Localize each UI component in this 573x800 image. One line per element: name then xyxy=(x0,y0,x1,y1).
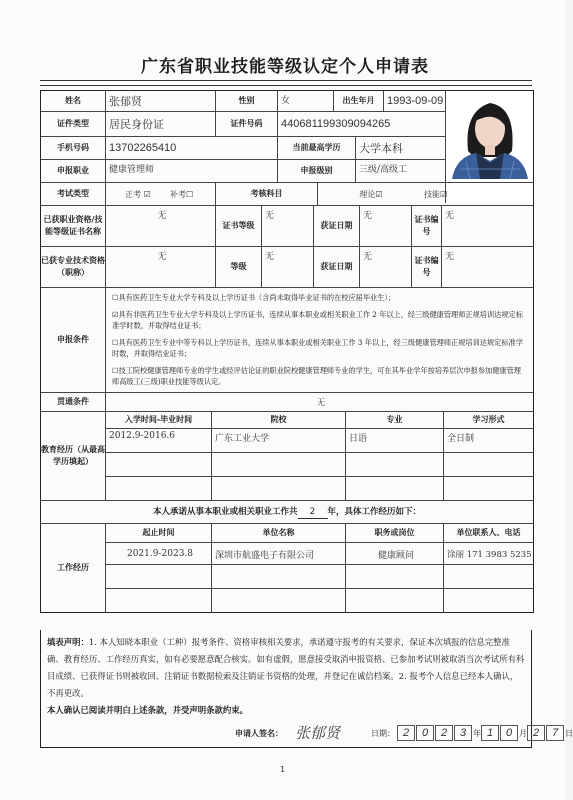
edu-col-header: 院校 xyxy=(211,412,345,428)
edu-cell: 全日制 xyxy=(443,429,533,453)
application-form xyxy=(40,90,534,613)
date-digit[interactable]: 2 xyxy=(397,725,415,741)
row-conditions xyxy=(41,287,533,392)
date-digit[interactable]: 3 xyxy=(454,725,472,741)
work-col-header: 职务或岗位 xyxy=(345,524,443,542)
prior-qual-date-label: 获证日期 xyxy=(313,206,359,246)
prior-tech-label: 已获专业技术资格（职称） xyxy=(41,256,105,277)
occupation-label: 申报职业 xyxy=(57,166,89,175)
cert-no-value: 440681199309094265 xyxy=(277,112,445,136)
year-unit: 年 xyxy=(473,729,481,738)
date-digit[interactable]: 7 xyxy=(546,725,564,741)
work-cell xyxy=(211,565,345,589)
condition-item[interactable]: ☐具有医药卫生专业中等专科以上学历证书，连续从事本职业或相关职业工作 3 年以上，经三级健康管理师正规培训达规定标准学时数，并取得结业证书； xyxy=(112,337,523,359)
table-row xyxy=(105,542,533,565)
edu-cell xyxy=(105,453,211,477)
prior-tech-level-label: 等级 xyxy=(215,247,261,287)
education-table xyxy=(105,412,533,500)
through-label: 贯通条件 xyxy=(57,397,89,406)
skill-option[interactable]: 技能☑ xyxy=(424,189,448,199)
edu-cell xyxy=(211,477,345,501)
table-row xyxy=(105,428,533,453)
page-number: 1 xyxy=(279,765,286,774)
work-cell xyxy=(345,565,443,589)
work-promise-prefix: 本人承诺从事本职业或相关职业工作共 xyxy=(152,507,298,517)
birth-value: 1993-09-09 xyxy=(383,91,445,111)
month-unit: 月 xyxy=(519,729,527,738)
work-years: 2 xyxy=(298,506,328,519)
work-header xyxy=(105,524,533,542)
date-digit[interactable]: 0 xyxy=(416,725,434,741)
condition-item[interactable]: ☐技工院校健康管理师专业的学生或经评估论证的职业院校健康管理师专业的学生，可在其毕业学年按培养层次申报参加健康管理师高级工(三级)职业技能等级认定。 xyxy=(112,365,521,387)
edu-cell: 日语 xyxy=(345,429,443,453)
edu-cell: 广东工业大学 xyxy=(211,429,345,453)
row-work-history xyxy=(41,523,533,612)
work-cell xyxy=(345,589,443,613)
cert-type-value: 居民身份证 xyxy=(105,112,215,136)
cert-no-label: 证件号码 xyxy=(215,112,277,136)
condition-item[interactable]: ☐具有医药卫生专业大学专科及以上学历证书（含尚未取得毕业证书的在校应届毕业生）； xyxy=(112,293,396,303)
edu-cell xyxy=(345,453,443,477)
declaration-confirm: 本人确认已阅读并明白上述条款，并受声明条款约束。 xyxy=(47,705,248,715)
table-row xyxy=(105,564,533,589)
work-col-header: 单位名称 xyxy=(211,524,345,542)
edu-cell: 2012.9-2016.6 xyxy=(105,429,211,453)
sign-label: 申请人签名： xyxy=(235,729,283,738)
declaration-text xyxy=(47,634,525,702)
exam-type-label: 考试类型 xyxy=(57,189,89,198)
edu-value: 大学本科 xyxy=(355,137,445,159)
level-label: 申报级别 xyxy=(277,160,355,182)
edu-cell xyxy=(443,477,533,501)
birth-label: 出生年月 xyxy=(333,91,383,111)
phone-label: 手机号码 xyxy=(57,143,89,152)
row-work-promise xyxy=(41,500,533,523)
row-through xyxy=(41,392,533,411)
prior-qual-value: 无 xyxy=(105,206,215,246)
date-label: 日期： xyxy=(371,729,395,738)
phone-value: 13702265410 xyxy=(105,137,277,159)
exam-normal-option[interactable]: 正考 ☑ xyxy=(105,183,167,205)
title-divider xyxy=(40,80,532,86)
work-cell xyxy=(443,589,533,613)
prior-tech-date-value: 无 xyxy=(359,247,411,287)
prior-tech-level-value: 无 xyxy=(261,247,313,287)
work-cell xyxy=(105,589,211,613)
work-col-header: 单位联系人、电话 xyxy=(443,524,533,542)
gender-label: 性别 xyxy=(215,91,277,111)
exam-subject-label: 考核科目 xyxy=(215,183,317,205)
edu-cell xyxy=(443,453,533,477)
work-cell xyxy=(105,565,211,589)
portrait-image xyxy=(446,91,533,179)
prior-tech-date-label: 获证日期 xyxy=(313,247,359,287)
edu-col-header: 学习形式 xyxy=(443,412,533,428)
work-col-header: 起止时间 xyxy=(105,524,211,542)
work-cell xyxy=(443,565,533,589)
row-education xyxy=(41,411,533,500)
theory-option[interactable]: 理论☑ xyxy=(317,183,421,205)
edu-cell xyxy=(211,453,345,477)
work-history-label: 工作经历 xyxy=(57,563,89,572)
edu-history-label: 教育经历（从最高学历填起） xyxy=(41,445,105,466)
edu-col-header: 入学时间-毕业时间 xyxy=(105,412,211,428)
work-cell: 深圳市航盛电子有限公司 xyxy=(211,543,345,565)
row-exam xyxy=(41,182,533,205)
work-table xyxy=(105,524,533,612)
form-title: 广东省职业技能等级认定个人申请表 xyxy=(141,57,429,77)
prior-qual-level-label: 证书等级 xyxy=(215,206,261,246)
conditions-list xyxy=(105,288,533,392)
occupation-value: 健康管理师 xyxy=(105,160,277,182)
edu-cell xyxy=(105,477,211,501)
date-digit[interactable]: 1 xyxy=(481,725,499,741)
work-cell: 徐丽 171 3983 5235 xyxy=(443,543,533,565)
prior-qual-label: 已获职业资格/技能等级证书名称 xyxy=(43,215,103,236)
edu-col-header: 专业 xyxy=(345,412,443,428)
work-cell: 2021.9-2023.8 xyxy=(105,543,211,565)
through-value: 无 xyxy=(105,393,533,411)
prior-qual-level-value: 无 xyxy=(261,206,313,246)
day-unit: 日 xyxy=(565,729,573,738)
work-cell: 健康顾问 xyxy=(345,543,443,565)
conditions-label: 申报条件 xyxy=(57,335,89,344)
table-row xyxy=(105,588,533,613)
date-digit[interactable]: 2 xyxy=(435,725,453,741)
work-cell xyxy=(211,589,345,613)
prior-qual-no-label: 证书编号 xyxy=(411,206,441,246)
cert-type-label: 证件类型 xyxy=(57,119,89,128)
name-value: 张郁贤 xyxy=(105,91,215,111)
gender-value: 女 xyxy=(277,91,333,111)
prior-tech-no-label: 证书编号 xyxy=(411,247,441,287)
table-row xyxy=(105,452,533,477)
signature-line xyxy=(47,721,573,743)
declaration-body: 1. 本人知晓本职业（工种）报考条件、资格审核相关要求，承诺遵守报考的有关要求，保证本次填报的信息完整准确、教育经历、工作经历真实，如有必要愿意配合核实。如有虚假，愿意接受取消申报资格、已参加考试则被取消当次考试所有科目成绩、已获得证书则被收回、注销证书数据检索及注销证书资格的处理，并登记在诚信档案。2. 报考个人信息已经本人确认，不再更改。 xyxy=(47,637,525,698)
prior-tech-value: 无 xyxy=(105,247,215,287)
level-value: 三级/高级工 xyxy=(355,160,445,182)
table-row xyxy=(105,476,533,501)
edu-cell xyxy=(345,477,443,501)
applicant-signature: 张郁贤 xyxy=(295,724,341,742)
row-prior-tech xyxy=(41,246,533,287)
row-prior-qualification xyxy=(41,205,533,246)
date-digit[interactable]: 2 xyxy=(527,725,545,741)
name-label: 姓名 xyxy=(65,96,81,105)
edu-label: 当前最高学历 xyxy=(277,137,355,159)
date-boxes xyxy=(397,725,573,741)
declaration-heading: 填表声明： xyxy=(47,637,89,647)
prior-qual-no-value: 无 xyxy=(441,206,533,246)
exam-makeup-option[interactable]: 补考☐ xyxy=(170,189,194,199)
condition-item[interactable]: ☑具有非医药卫生专业大学专科及以上学历证书，连续从事本职业或相关职业工作 2 年以上，经三级健康管理师正规培训达规定标准学时数，并取得结业证书； xyxy=(112,309,523,331)
prior-tech-no-value: 无 xyxy=(441,247,533,287)
work-promise-suffix: 年，具体工作经历如下： xyxy=(327,507,422,517)
prior-qual-date-value: 无 xyxy=(359,206,411,246)
date-digit[interactable]: 0 xyxy=(500,725,518,741)
education-header xyxy=(105,412,533,428)
declaration-section xyxy=(40,630,573,748)
work-promise xyxy=(41,501,533,523)
